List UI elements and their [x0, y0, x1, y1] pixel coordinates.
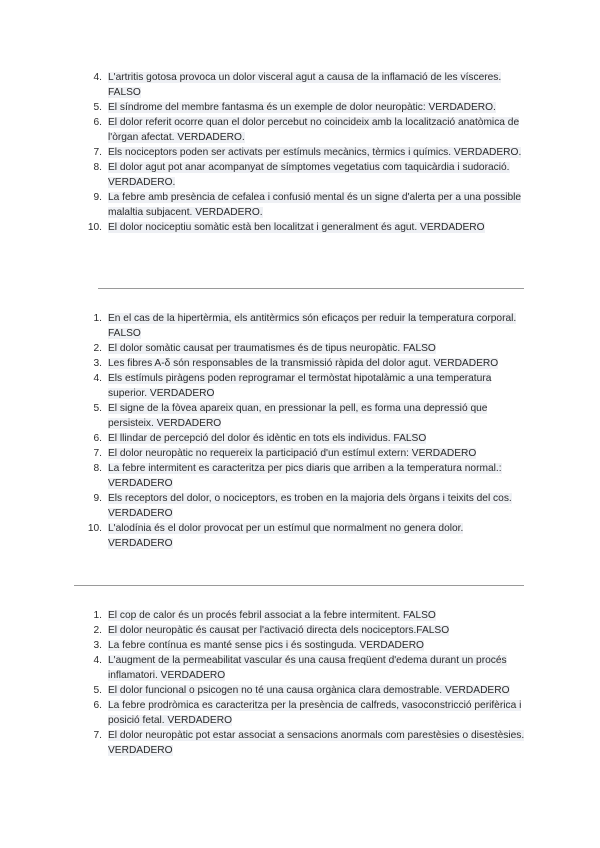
item-text: L'alodínia és el dolor provocat per un estímul que normalment no genera dolor. VERDADERO	[108, 523, 464, 549]
item-text: El dolor neuropàtic pot estar associat a sensacions anormals com parestèsies o disestèsies. VERDADERO	[108, 730, 525, 756]
item-number: 5.	[93, 102, 102, 113]
item-number: 10.	[87, 523, 102, 534]
item-text: Les fibres A-δ són responsables de la transmissió ràpida del dolor agut. VERDADERO	[108, 358, 499, 369]
item-number: 6.	[93, 700, 102, 711]
list-item	[86, 190, 526, 220]
item-text: El dolor neuropàtic no requereix la participació d'un estímul extern: VERDADERO	[108, 448, 477, 459]
list-item	[86, 220, 526, 235]
list-item	[86, 70, 526, 100]
item-text: El síndrome del membre fantasma és un exemple de dolor neuropàtic: VERDADERO.	[108, 102, 496, 113]
item-text: L'artritis gotosa provoca un dolor visceral agut a causa de la inflamació de les vísceres. FALSO	[108, 72, 502, 98]
list-item	[86, 371, 526, 401]
list-item	[86, 145, 526, 160]
question-list-3	[86, 608, 526, 758]
item-number: 4.	[93, 72, 102, 83]
item-text: El dolor agut pot anar acompanyat de símptomes vegetatius com taquicàrdia i sudoració. VERDADERO.	[108, 162, 510, 188]
list-item	[86, 683, 526, 698]
list-item	[86, 446, 526, 461]
list-item	[86, 491, 526, 521]
item-number: 2.	[93, 625, 102, 636]
list-item	[86, 311, 526, 341]
item-number: 5.	[93, 403, 102, 414]
list-item	[86, 115, 526, 145]
list-item	[86, 728, 526, 758]
list-item	[86, 100, 526, 115]
item-text: En el cas de la hipertèrmia, els antitèrmics són eficaços per reduir la temperatura corporal. FALSO	[108, 313, 517, 339]
item-text: El llindar de percepció del dolor és idèntic en tots els individus. FALSO	[108, 433, 427, 444]
list-item	[86, 431, 526, 446]
item-number: 1.	[93, 313, 102, 324]
item-text: El signe de la fòvea apareix quan, en pressionar la pell, es forma una depressió que persisteix. VERDADERO	[108, 403, 488, 429]
item-text: Els estímuls piràgens poden reprogramar el termòstat hipotalàmic a una temperatura superior. VERDADERO	[108, 373, 492, 399]
list-item	[86, 698, 526, 728]
item-text: L'augment de la permeabilitat vascular és una causa freqüent d'edema durant un procés inflamatori. VERDADERO	[108, 655, 507, 681]
list-item	[86, 623, 526, 638]
item-number: 7.	[93, 448, 102, 459]
item-text: La febre contínua es manté sense pics i és sostinguda. VERDADERO	[108, 640, 424, 651]
item-number: 10.	[87, 222, 102, 233]
item-text: El dolor nociceptiu somàtic està ben localitzat i generalment és agut. VERDADERO	[108, 222, 485, 233]
question-list-2	[86, 311, 526, 551]
item-number: 7.	[93, 147, 102, 158]
question-list-1	[86, 70, 526, 235]
list-item	[86, 608, 526, 623]
list-item	[86, 638, 526, 653]
divider	[74, 585, 524, 586]
item-text: El dolor somàtic causat per traumatismes és de tipus neuropàtic. FALSO	[108, 343, 436, 354]
item-text: Els receptors del dolor, o nociceptors, es troben en la majoria dels òrgans i teixits del cos. VERDADERO	[108, 493, 512, 519]
list-item	[86, 653, 526, 683]
item-number: 9.	[93, 493, 102, 504]
divider	[98, 288, 524, 289]
list-item	[86, 356, 526, 371]
item-number: 3.	[93, 640, 102, 651]
item-text: La febre intermitent es caracteritza per pics diaris que arriben a la temperatura normal.: VERDADERO	[108, 463, 502, 489]
item-number: 6.	[93, 433, 102, 444]
item-text: El cop de calor és un procés febril associat a la febre intermitent. FALSO	[108, 610, 436, 621]
item-number: 4.	[93, 373, 102, 384]
item-number: 7.	[93, 730, 102, 741]
item-number: 4.	[93, 655, 102, 666]
item-text: La febre prodròmica es caracteritza per la presència de calfreds, vasoconstricció perifèrica i posició fetal. VERDADERO	[108, 700, 522, 726]
list-item	[86, 160, 526, 190]
list-item	[86, 401, 526, 431]
item-number: 3.	[93, 358, 102, 369]
item-text: El dolor referit ocorre quan el dolor percebut no coincideix amb la localització anatòmica de l'òrgan afectat. VERDADERO.	[108, 117, 520, 143]
item-number: 6.	[93, 117, 102, 128]
item-number: 1.	[93, 610, 102, 621]
item-text: El dolor funcional o psicogen no té una causa orgànica clara demostrable. VERDADERO	[108, 685, 510, 696]
item-number: 8.	[93, 463, 102, 474]
item-number: 5.	[93, 685, 102, 696]
item-number: 9.	[93, 192, 102, 203]
item-number: 2.	[93, 343, 102, 354]
item-text: El dolor neuropàtic és causat per l'activació directa dels nociceptors.FALSO	[108, 625, 450, 636]
list-item	[86, 521, 526, 551]
list-item	[86, 461, 526, 491]
item-text: Els nociceptors poden ser activats per estímuls mecànics, tèrmics i químics. VERDADERO.	[108, 147, 522, 158]
item-number: 8.	[93, 162, 102, 173]
list-item	[86, 341, 526, 356]
item-text: La febre amb presència de cefalea i confusió mental és un signe d'alerta per a una possible malaltia subjacent. VERDADERO.	[108, 192, 522, 218]
